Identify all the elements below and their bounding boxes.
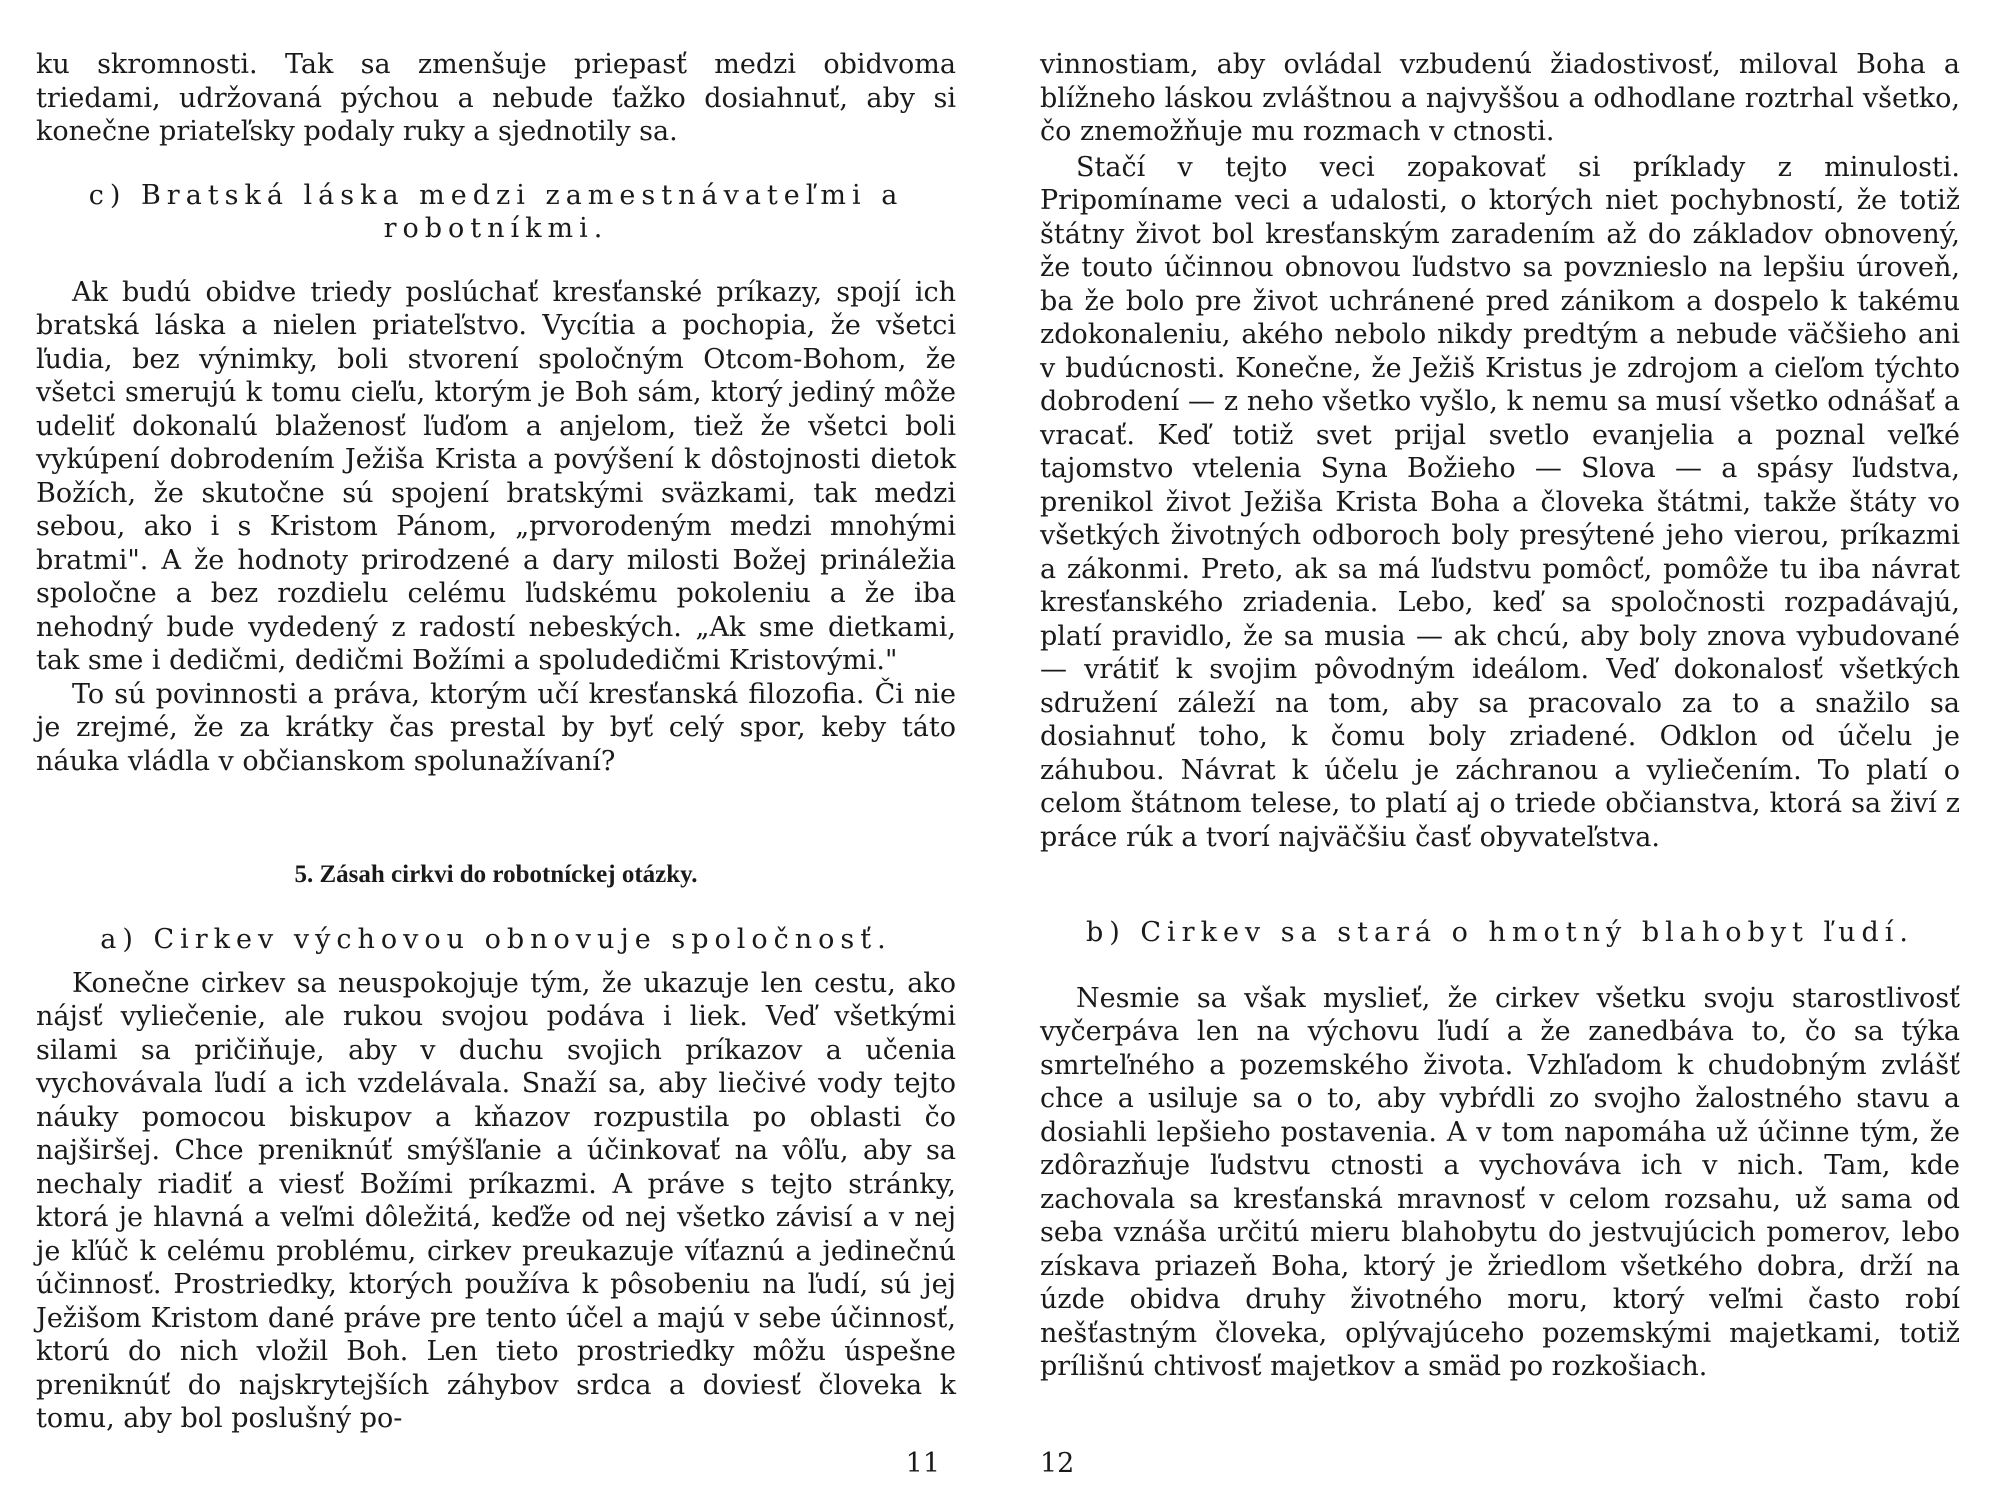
paragraph-a1: Konečne cirkev sa neuspokojuje tým, že ukazuje len cestu, ako nájsť vyliečenie, ale rukou svojou podáva i liek. Veď všetkými silami sa pričiňuje, aby v duchu svojich príkazov a učenia vychovávala ľudí a ich vzdelávala. Snaží sa, aby liečivé vody tejto náuky pomocou biskupov a kňazov rozpustila po oblasti čo najširšej. Chce preniknúť smýšľanie a účinkovať na vôľu, aby sa nechaly riadiť a viesť Božími príkazmi. A práve s tejto stránky, ktorá je hlavná a veľmi dôležitá, keďže od nej všetko závisí a v nej je kľúč k celému problému, cirkev preukazuje víťaznú a jedinečnú účinnosť. Prostriedky, ktorých používa k pôsobeniu na ľudí, sú jej Ježišom Kristom dané práve pre tento účel a majú v sebe účinnosť, ktorú do nich vložil Boh. Len tieto prostriedky môžu úspešne preniknúť do najskrytejších záhybov srdca a doviesť človeka k tomu, aby bol poslušný po- [36,967,956,1434]
right-page [1040,0,1960,1500]
section-heading: 5. Zásah cirkvi do robotníckej otázky. [294,861,698,888]
subheading-b: b) Cirkev sa stará o hmotný blahobyt ľudí. [1085,917,1915,948]
paragraph-continued: vinnostiam, aby ovládal vzbudenú žiadostivosť, miloval Boha a blížneho láskou zvláštnou a najvyššou a odhodlane roztrhal všetko, čo znemožňuje mu rozmach v ctnosti. [1040,49,1960,147]
paragraph-r1: Stačí v tejto veci zopakovať si príklady z minulosti. Pripomíname veci a udalosti, o ktorých niet pochybností, že totiž štátny život bol kresťanským zaradením až do základov obnovený, že touto účinnou obnovou ľudstvo sa povznieslo na lepšiu úroveň, ba že bolo pre život uchránené pred zánikom a dospelo k takému zdokonaleniu, akého nebolo nikdy predtým a nebude väčšieho ani v budúcnosti. Konečne, že Ježiš Kristus je zdrojom a cieľom týchto dobrodení — z neho všetko vyšlo, k nemu sa musí všetko odnášať a vracať. Keď totiž svet prijal svetlo evanjelia a poznal veľké tajomstvo vtelenia Syna Božieho — Slova — a spásy ľudstva, prenikol život Ježiša Krista Boha a človeka štátmi, takže štáty vo všetkých životných odboroch boly presýtené jeho vierou, príkazmi a zákonmi. Preto, ak sa má ľudstvu pomôcť, pomôže tu iba návrat kresťanského zriadenia. Lebo, keď sa spoločnosti rozpadávajú, platí pravidlo, že sa musia — ak chcú, aby boly znova vybudované — vrátiť k svojim pôvodným ideálom. Veď dokonalosť všetkých sdružení záleží na tom, aby sa pracovalo za to a snažilo sa dosiahnuť toho, k čomu boly zriadené. Odklon od účelu je záhubou. Návrat k účelu je záchranou a vyliečením. To platí o celom štátnom telese, to platí aj o triede občianstva, ktorá sa živí z práce rúk a tvorí najväčšiu časť obyvateľstva. [1040,151,1960,853]
paragraph-intro: ku skromnosti. Tak sa zmenšuje priepasť medzi obidvoma triedami, udržovaná pýchou a nebude ťažko dosiahnuť, aby si konečne priateľsky podaly ruky a sjednotily sa. [36,49,956,147]
right-page-body [1040,48,1960,1384]
paragraph-c2: To sú povinnosti a práva, ktorým učí kresťanská filozofia. Či nie je zrejmé, že za krátky čas prestal by byť celý spor, keby táto náuka vládla v občianskom spolunažívaní? [36,678,956,777]
left-page-body [36,48,956,1436]
subheading-c: c) Bratská láska medzi zamestnávateľmi a robotníkmi. [88,179,904,244]
paragraph-b1: Nesmie sa však myslieť, že cirkev všetku svoju starostlivosť vyčerpáva len na výchovu ľudí a že zanedbáva to, čo sa týka smrteľného a pozemského života. Vzhľadom k chudobným zvlášť chce a usiluje sa o to, aby vybŕdli zo svojho žalostného stavu a dosiahli lepšieho postavenia. A v tom napomáha už účinne tým, že zdôrazňuje ľudstvu ctnosti a vychováva ich v nich. Tam, kde zachovala sa kresťanská mravnosť v celom rozsahu, už sama od seba vznáša určitú mieru blahobytu do jestvujúcich pomerov, lebo získava priazeň Boha, ktorý je žriedlom všetkého dobra, drží na úzde obidva druhy životného moru, ktorý veľmi často robí nešťastným človeka, oplývajúceho pozemskými majetkami, totiž prílišnú chtivosť majetkov a smäd po rozkošiach. [1040,982,1960,1382]
paragraph-c1: Ak budú obidve triedy poslúchať kresťanské príkazy, spojí ich bratská láska a nielen priateľstvo. Vycítia a pochopia, že všetci ľudia, bez výnimky, boli stvorení spoločným Otcom-Bohom, že všetci smerujú k tomu cieľu, ktorým je Boh sám, ktorý jediný môže udeliť dokonalú blaženosť ľuďom a anjelom, tiež že všetci boli vykúpení dobrodením Ježiša Krista a povýšení k dôstojnosti dietok Božích, že skutočne sú spojení bratskými sväzkami, tak medzi sebou, ako i s Kristom Pánom, „prvorodeným medzi mnohými bratmi". A že hodnoty prirodzené a dary milosti Božej prináležia spoločne a bez rozdielu celému ľudskému pokoleniu a že iba nehodný bude vydedený z radostí nebeských. „Ak sme dietkami, tak sme i dedičmi, dedičmi Božími a spoludedičmi Kristovými." [36,276,956,676]
subheading-a: a) Cirkev výchovou obnovuje spoločnosť. [100,924,892,955]
page-number: 11 [905,1448,940,1479]
page-number: 12 [1040,1448,1075,1479]
left-page [36,0,956,1500]
